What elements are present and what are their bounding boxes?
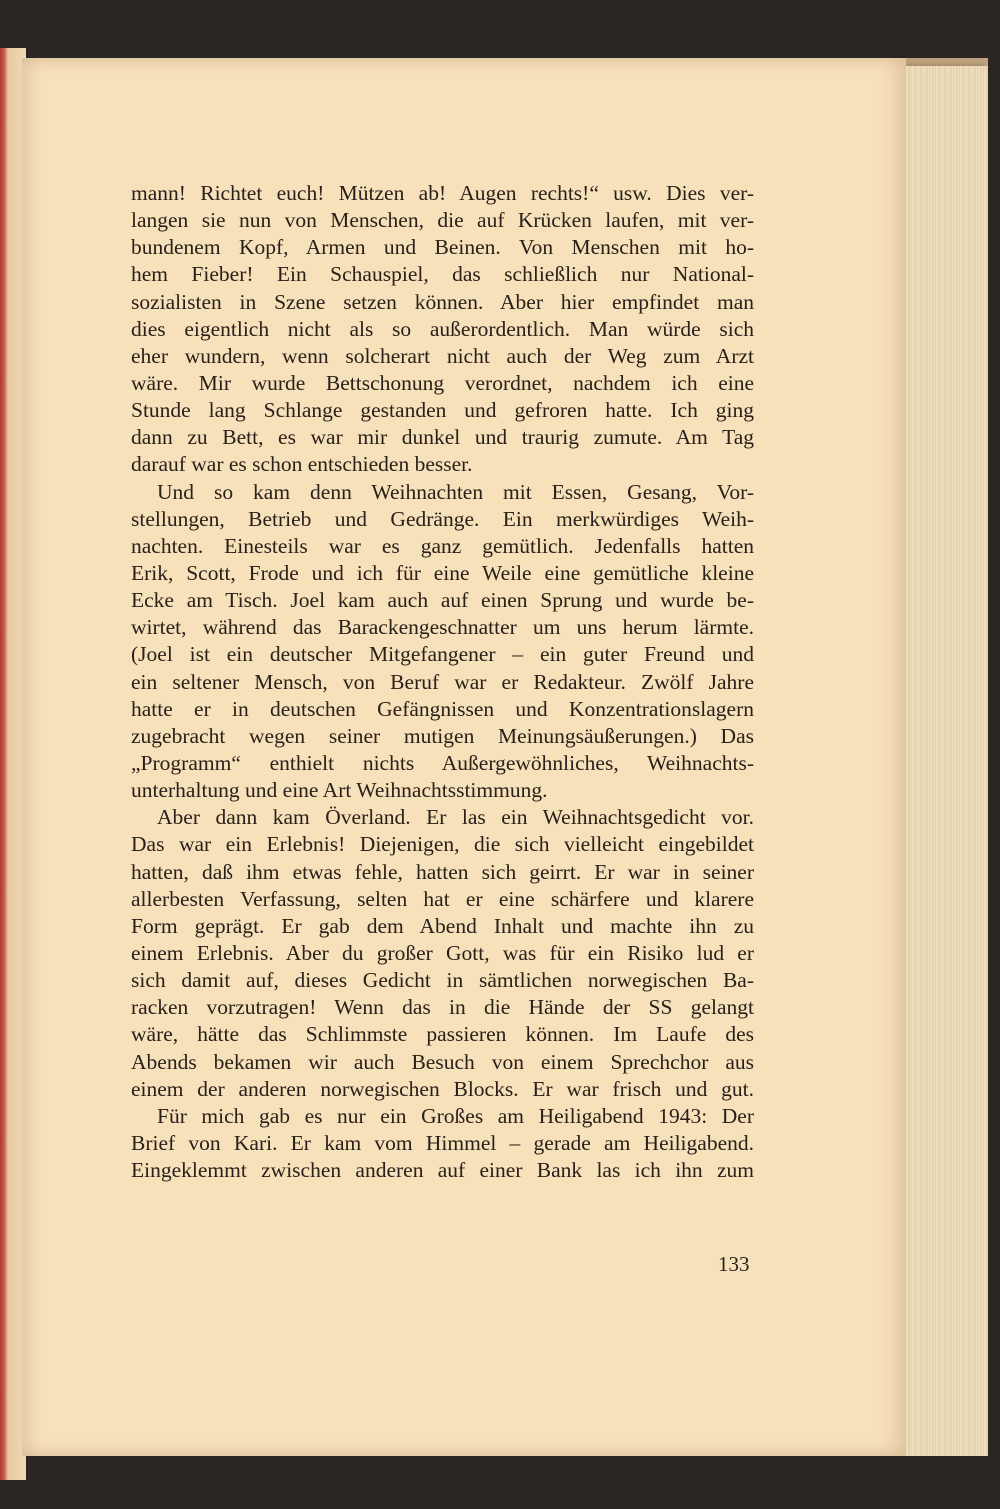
text-line: eher wundern, wenn solcherart nicht auch der Weg zum Arzt <box>131 343 754 368</box>
text-line: sozialisten in Szene setzen können. Aber hier empfindet man <box>131 289 754 314</box>
text-line: Für mich gab es nur ein Großes am Heiligabend 1943: Der <box>157 1103 754 1128</box>
text-line: Ecke am Tisch. Joel kam auch auf einen Sprung und wurde be- <box>131 588 754 613</box>
text-line: wäre, hätte das Schlimmste passieren können. Im Laufe des <box>131 1022 754 1047</box>
text-line: einem Erlebnis. Aber du großer Gott, was für ein Risiko lud er <box>131 940 754 965</box>
text-line: wäre. Mir wurde Bettschonung verordnet, nachdem ich eine <box>131 370 754 395</box>
text-line: Erik, Scott, Frode und ich für eine Weile eine gemütliche kleine <box>131 560 754 585</box>
text-line: Aber dann kam Överland. Er las ein Weihnachtsgedicht vor. <box>157 805 754 830</box>
text-line: allerbesten Verfassung, selten hat er eine schärfere und klarere <box>131 886 754 911</box>
body-text <box>131 180 754 1184</box>
text-line: hatte er in deutschen Gefängnissen und Konzentrationslagern <box>131 696 754 721</box>
text-line: mann! Richtet euch! Mützen ab! Augen rechts!“ usw. Dies ver- <box>131 181 754 205</box>
text-line: sich damit auf, dieses Gedicht in sämtlichen norwegischen Ba- <box>131 968 754 993</box>
text-line: hatten, daß ihm etwas fehle, hatten sich geirrt. Er war in seiner <box>131 859 754 884</box>
text-line: (Joel ist ein deutscher Mitgefangener – ein guter Freund und <box>131 642 754 667</box>
text-line: Abends bekamen wir auch Besuch von einem Sprechchor aus <box>131 1049 754 1074</box>
text-line: Brief von Kari. Er kam vom Himmel – gerade am Heiligabend. <box>131 1130 754 1155</box>
text-line: einem der anderen norwegischen Blocks. Er war frisch und gut. <box>131 1076 754 1101</box>
text-line: hem Fieber! Ein Schauspiel, das schließlich nur National- <box>131 262 754 287</box>
text-line: dies eigentlich nicht als so außerordentlich. Man würde sich <box>131 316 754 341</box>
text-line: Das war ein Erlebnis! Diejenigen, die sich vielleicht eingebildet <box>131 832 754 857</box>
text-line: unterhaltung und eine Art Weihnachtsstimmung. <box>131 778 548 803</box>
text-line: dann zu Bett, es war mir dunkel und traurig zumute. Am Tag <box>131 425 754 450</box>
text-line: nachten. Einesteils war es ganz gemütlich. Jedenfalls hatten <box>131 533 754 558</box>
text-line: zugebracht wegen seiner mutigen Meinungsäußerungen.) Das <box>131 723 754 748</box>
text-line: bundenem Kopf, Armen und Beinen. Von Menschen mit ho- <box>131 235 754 260</box>
text-line: wirtet, während das Barackengeschnatter um uns herum lärmte. <box>131 615 754 640</box>
text-line: darauf war es schon entschieden besser. <box>131 452 473 477</box>
text-line: stellungen, Betrieb und Gedränge. Ein merkwürdiges Weih- <box>131 506 754 531</box>
text-line: „Programm“ enthielt nichts Außergewöhnliches, Weihnachts- <box>131 750 754 775</box>
page-stack-edges <box>900 66 988 1456</box>
text-line: Und so kam denn Weihnachten mit Essen, Gesang, Vor- <box>157 479 754 504</box>
text-line: ein seltener Mensch, von Beruf war er Redakteur. Zwölf Jahre <box>131 669 754 694</box>
text-line: Stunde lang Schlange gestanden und gefroren hatte. Ich ging <box>131 398 754 423</box>
text-line: langen sie nun von Menschen, die auf Krücken laufen, mit ver- <box>131 208 754 233</box>
text-line: racken vorzutragen! Wenn das in die Hände der SS gelangt <box>131 995 754 1020</box>
text-line: Eingeklemmt zwischen anderen auf einer Bank las ich ihn zum <box>131 1158 754 1183</box>
text-line: Form geprägt. Er gab dem Abend Inhalt und machte ihn zu <box>131 913 754 938</box>
page-number: 133 <box>718 1252 750 1276</box>
